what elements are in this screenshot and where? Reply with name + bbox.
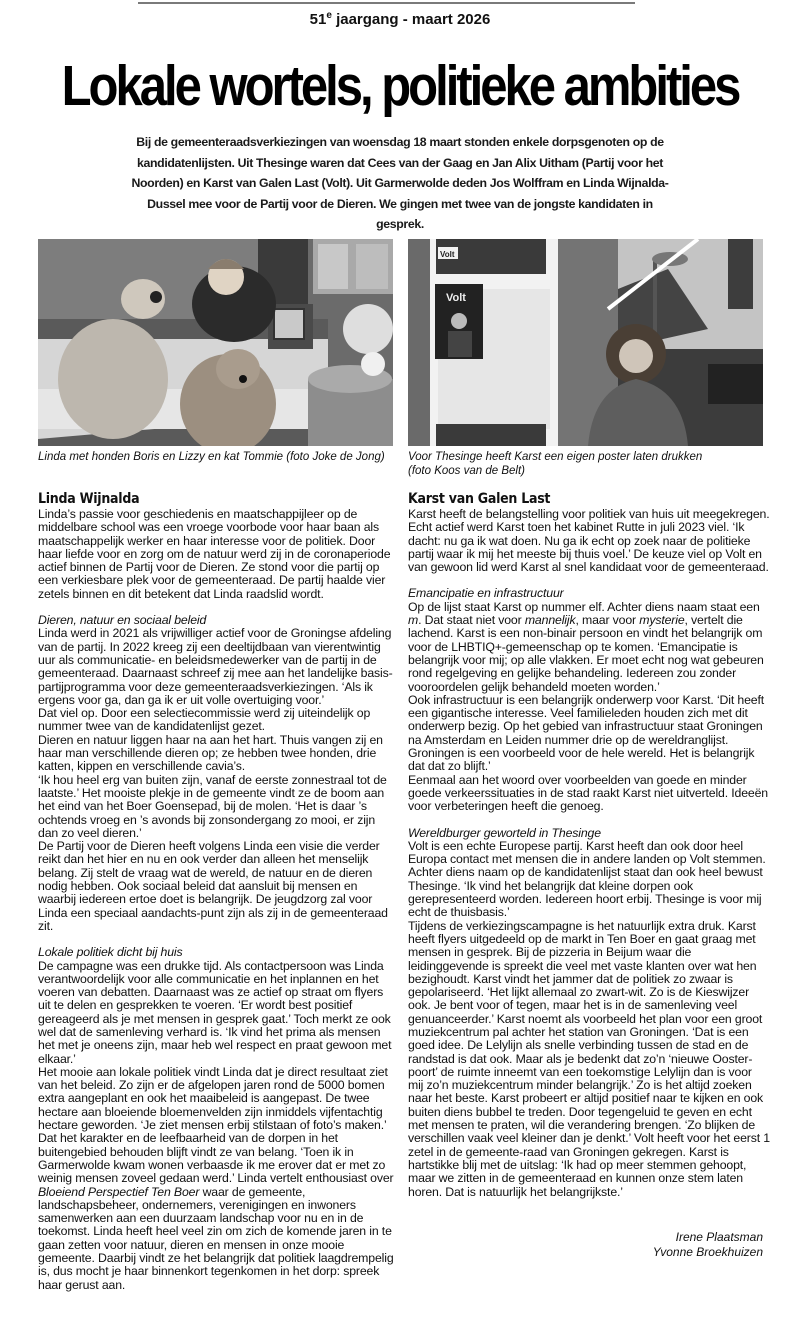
- text-run: Dat het karakter en de leefbaarheid van de dorpen in het buitengebied behouden blijft vindt ze van belang. ‘Toen ik in Garmerwolde kwam wonen verbaasde ik me erover dat er met zo weinig mensen zoveel gedaan werd.’ Linda vertelt enthousiast over: [38, 1131, 394, 1186]
- author-credits: [653, 1230, 763, 1260]
- project-name: Bloeiend Perspectief Ten Boer: [38, 1184, 200, 1199]
- subheading-wereldburger: Wereldburger geworteld in Thesinge: [408, 825, 601, 840]
- paragraph: Volt is een echte Europese partij. Karst heeft dan ook door heel Europa contact met mensen die in andere landen op Volt stemmen. Achter diens naam op de kandidatenlijst staat dan ook heel bewust Thesinge. ‘Ik vind het belangrijk dat kleine dorpen ook gerepresenteerd worden. Iedereen hoort erbij. Thesinge is voor mij echt de thuisbasis.’: [408, 838, 766, 920]
- section-heading-karst: Karst van Galen Last: [408, 491, 551, 507]
- text-run: Op de lijst staat Karst op nummer elf. Achter diens naam staat een: [408, 599, 760, 614]
- right-column-article: [408, 490, 770, 1199]
- poster-volt-label: Volt: [446, 292, 466, 304]
- photo-karst-caption: [408, 450, 768, 478]
- author-name: Yvonne Broekhuizen: [652, 1245, 763, 1259]
- paragraph: De campagne was een drukke tijd. Als contactpersoon was Linda verantwoordelijk voor alle communicatie en het inplannen en het voeren van debatten. Daarnaast was ze actief op straat om flyers uit te delen en gesprekken te voeren. ‘Er wordt best positief gereageerd als je met mensen in gesprek gaat.’ Toch merkt ze ook wel dat de samenleving verhard is. ‘Ik vind het prima als mensen het met je oneens zijn, maar heb wel respect en praat gewoon met elkaar.’: [38, 958, 392, 1066]
- text-run: waar de gemeente, landschapsbeheer, ondernemers, verenigingen en inwoners samenwerken aan een duurzaam landschap voor nu en in de toekomst. Linda heeft heel veel zin om zich de komende jaren in te gaan zetten voor natuur, dieren en mensen in onze mooie gemeente. Daarbij vindt ze het belangrijk dat politiek laagdrempelig is, dus mocht je haar binnenkort tegenkomen in het dorp: spreek haar gerust aan.: [38, 1184, 394, 1292]
- subheading-lokale-politiek: Lokale politiek dicht bij huis: [38, 945, 183, 960]
- subheading-dieren-natuur: Dieren, natuur en sociaal beleid: [38, 613, 207, 628]
- photo-karst-caption-line1: Voor Thesinge heeft Karst een eigen poster laten drukken: [408, 451, 703, 463]
- edition-date: jaargang - maart 2026: [331, 11, 491, 28]
- paragraph: Karst heeft de belangstelling voor politiek van huis uit meegekregen. Echt actief werd Karst toen het kabinet Rutte in juli 2023 viel. ‘Ik dacht: nu ga ik wat doen. Nu ga ik echt op zoek naar de politieke partij waar ik mij het meeste bij thuis voel.’ De keuze viel op Volt en van gewoon lid werd Karst al snel kandidaat voor de gemeenteraad.: [408, 507, 770, 575]
- author-name: Irene Plaatsman: [675, 1230, 763, 1244]
- paragraph: Dat viel op. Door een selectiecommissie werd zij uiteindelijk op nummer twee van de kandidatenlijst gezet.: [38, 706, 371, 734]
- photo-linda-caption: Linda met honden Boris en Lizzy en kat Tommie (foto Joke de Jong): [38, 451, 385, 463]
- headline: Lokale wortels, politieke ambities: [61, 54, 739, 118]
- window-volt-sticker: Volt: [440, 250, 455, 259]
- paragraph: Linda werd in 2021 als vrijwilliger actief voor de Groningse afdeling van de partij. In 2022 kreeg zij een deeltijdbaan van vierentwintig uur als communicatie- en beleidsmedewerker van de partij in de gemeenteraad. Daarnaast schreef zij mee aan het landelijke basis-partijprogramma voor deze gemeenteraadsverkiezingen. ‘Als ik ergens voor ga, dan ga ik er uit volle overtuiging voor.’: [38, 626, 393, 707]
- italic-term: m: [408, 613, 419, 628]
- edition-suffix: e: [326, 10, 332, 21]
- photo-karst-illustration: [408, 239, 763, 446]
- text-run: , maar voor: [575, 613, 640, 628]
- paragraph: Tijdens de verkiezingscampagne is het natuurlijk extra druk. Karst heeft flyers uitgedeeld op de markt in Ten Boer en gaat graag met mensen in gesprek. Bij de pizzeria in Beijum waar die leidinggevende is spreekt die veel met vaste klanten over wat hen bezighoudt. Karst vindt het jammer dat de politiek zo zwaar is gepolariseerd. ‘Het lijkt allemaal zo zwart-wit. Zo is de Kieswijzer ook. Je bent voor of tegen, maar het is in de samenleving veel genuanceerder.’ Karst noemt als voorbeeld het plan voor een groot muziekcentrum pal achter het station van Groningen. ‘Dat is een goed idee. De Lelylijn als snelle verbinding tussen de stad en de randstad is dat ook. Maar als je bedenkt dat zo’n ‘nieuwe Ooster-poort’ de ruimte inneemt van een toekomstige Lelylijn dan is voor mij zo’n muziekcentrum minder belangrijk.’ Zo is het altijd zoeken naar het beste. Karst probeert er altijd positief naar te kijken en ook buiten diens bubbel te treden. Door tegengeluid te geven en echt met mensen te praten, wil die verandering brengen. ‘Zo blijken de verschillen vaak veel kleiner dan je denkt.’ Volt heeft voor het eerst 1 zetel in de gemeente-raad van Groningen gekregen. Karst is hartstikke blij met de uitslag: ‘Ik had op meer stemmen gehoopt, maar we zitten in de gemeenteraad en kunnen onze stem laten horen. Dat is natuurlijk het belangrijkste.’: [408, 918, 770, 1199]
- paragraph: Eenmaal aan het woord over voorbeelden van goede en minder goede verkeerssituaties in de stad raakt Karst niet uitverteld. Ideeën voor verbeteringen heeft die genoeg.: [408, 772, 768, 814]
- paragraph: [38, 1132, 398, 1292]
- paragraph: Linda’s passie voor geschiedenis en maatschappijleer op de middelbare school was een vroege voorbode voor haar baan als maatschappelijk werker en haar interesse voor de politiek. Door haar liefde voor en zorg om de natuur werd zij in de coronaperiode actief binnen de Partij voor de Dieren. Ze stond voor die partij op een verkiesbare plek voor de gemeenteraad. De partij haalde vier zetels binnen en dit betekent dat Linda raadslid wordt.: [38, 507, 391, 601]
- photo-linda: [38, 239, 393, 446]
- intro-paragraph: Bij de gemeenteraadsverkiezingen van woensdag 18 maart stonden enkele dorpsgenoten op de kandidatenlijsten. Uit Thesinge waren dat Cees van der Gaag en Jan Alix Uitham (Partij voor het Noorden) en Karst van Galen Last (Volt). Uit Garmerwolde deden Jos Wolffram en Linda Wijnalda-Dussel mee voor de Partij voor de Dieren. We gingen met twee van de jongste kandidaten in gesprek.: [131, 135, 669, 231]
- italic-term: mannelijk: [524, 613, 576, 628]
- italic-term: mysterie: [639, 613, 685, 628]
- photo-karst: [408, 239, 763, 446]
- paragraph: De Partij voor de Dieren heeft volgens Linda een visie die verder reikt dan het hier en nu en ook verder dan alleen het menselijk belang. Zij stelt de vraag wat de wereld, de natuur en de dieren nodig hebben. Ook sociaal beleid dat aansluit bij mensen en waarbij iedereen ertoe doet is belangrijk. De jeugdzorg zal voor Linda een speciaal aandachts-punt zijn als zij in de gemeenteraad zit.: [38, 839, 388, 933]
- paragraph: [408, 601, 770, 694]
- top-rule: [138, 2, 635, 4]
- photo-karst-caption-line2: (foto Koos van de Belt): [408, 465, 525, 477]
- subheading-emancipatie: Emancipatie en infrastructuur: [408, 586, 564, 601]
- photo-linda-illustration: [38, 239, 393, 446]
- text-run: . Dat staat niet voor: [418, 613, 525, 628]
- section-heading-linda: Linda Wijnalda: [38, 491, 140, 507]
- text-run: , vertelt die lachend. Karst is een non-binair persoon en vindt het belangrijk om voor de LHBTIQ+-gemeenschap op te komen. ‘Emancipatie is belangrijk voor mij; op alle vlakken. Er moet echt nog wat gebeuren rond regelgeving en gelijke behandeling. Iedereen zou zonder vooroordelen gelijk behandeld moeten worden.’: [408, 613, 764, 694]
- paragraph: Dieren en natuur liggen haar na aan het hart. Thuis vangen zij en haar man verschillende dieren op; ze hebben twee honden, drie katten, kippen en verschillende cavia’s.: [38, 732, 383, 774]
- edition-line: [0, 10, 800, 28]
- paragraph: Het mooie aan lokale politiek vindt Linda dat je direct resultaat ziet van het beleid. Zo zijn er de afgelopen jaren rond de 5000 bomen extra aangeplant en ook het maaibeleid is aangepast. De twee hectare aan bloeiende bloemenvelden zijn inmiddels vijfentachtig hectare geworden. ‘Je ziet mensen erbij stilstaan of foto’s maken.’: [38, 1064, 388, 1133]
- paragraph: Ook infrastructuur is een belangrijk onderwerp voor Karst. ‘Dit heeft een gigantische interesse. Veel familieleden houden zich met dit onderwerp bezig. Op het gebied van infrastructuur staat Groningen na Amsterdam en Leiden nummer drie op de wereldranglijst. Groningen is een voorbeeld voor de hele wereld. Het is belangrijk dat dat zo blijft.’: [408, 692, 764, 774]
- paragraph: ‘Ik hou heel erg van buiten zijn, vanaf de eerste zonnestraal tot de laatste.’ Het mooiste plekje in de gemeente vindt ze de boom aan het eind van het Boer Goensepad, bij de molen. ‘Het is daar ’s ochtends vroeg en ’s avonds bij zonsondergang zo mooi, er zijn dan zo veel dieren.’: [38, 772, 387, 840]
- edition-number: 51: [309, 11, 327, 28]
- left-column-article: [38, 490, 398, 1292]
